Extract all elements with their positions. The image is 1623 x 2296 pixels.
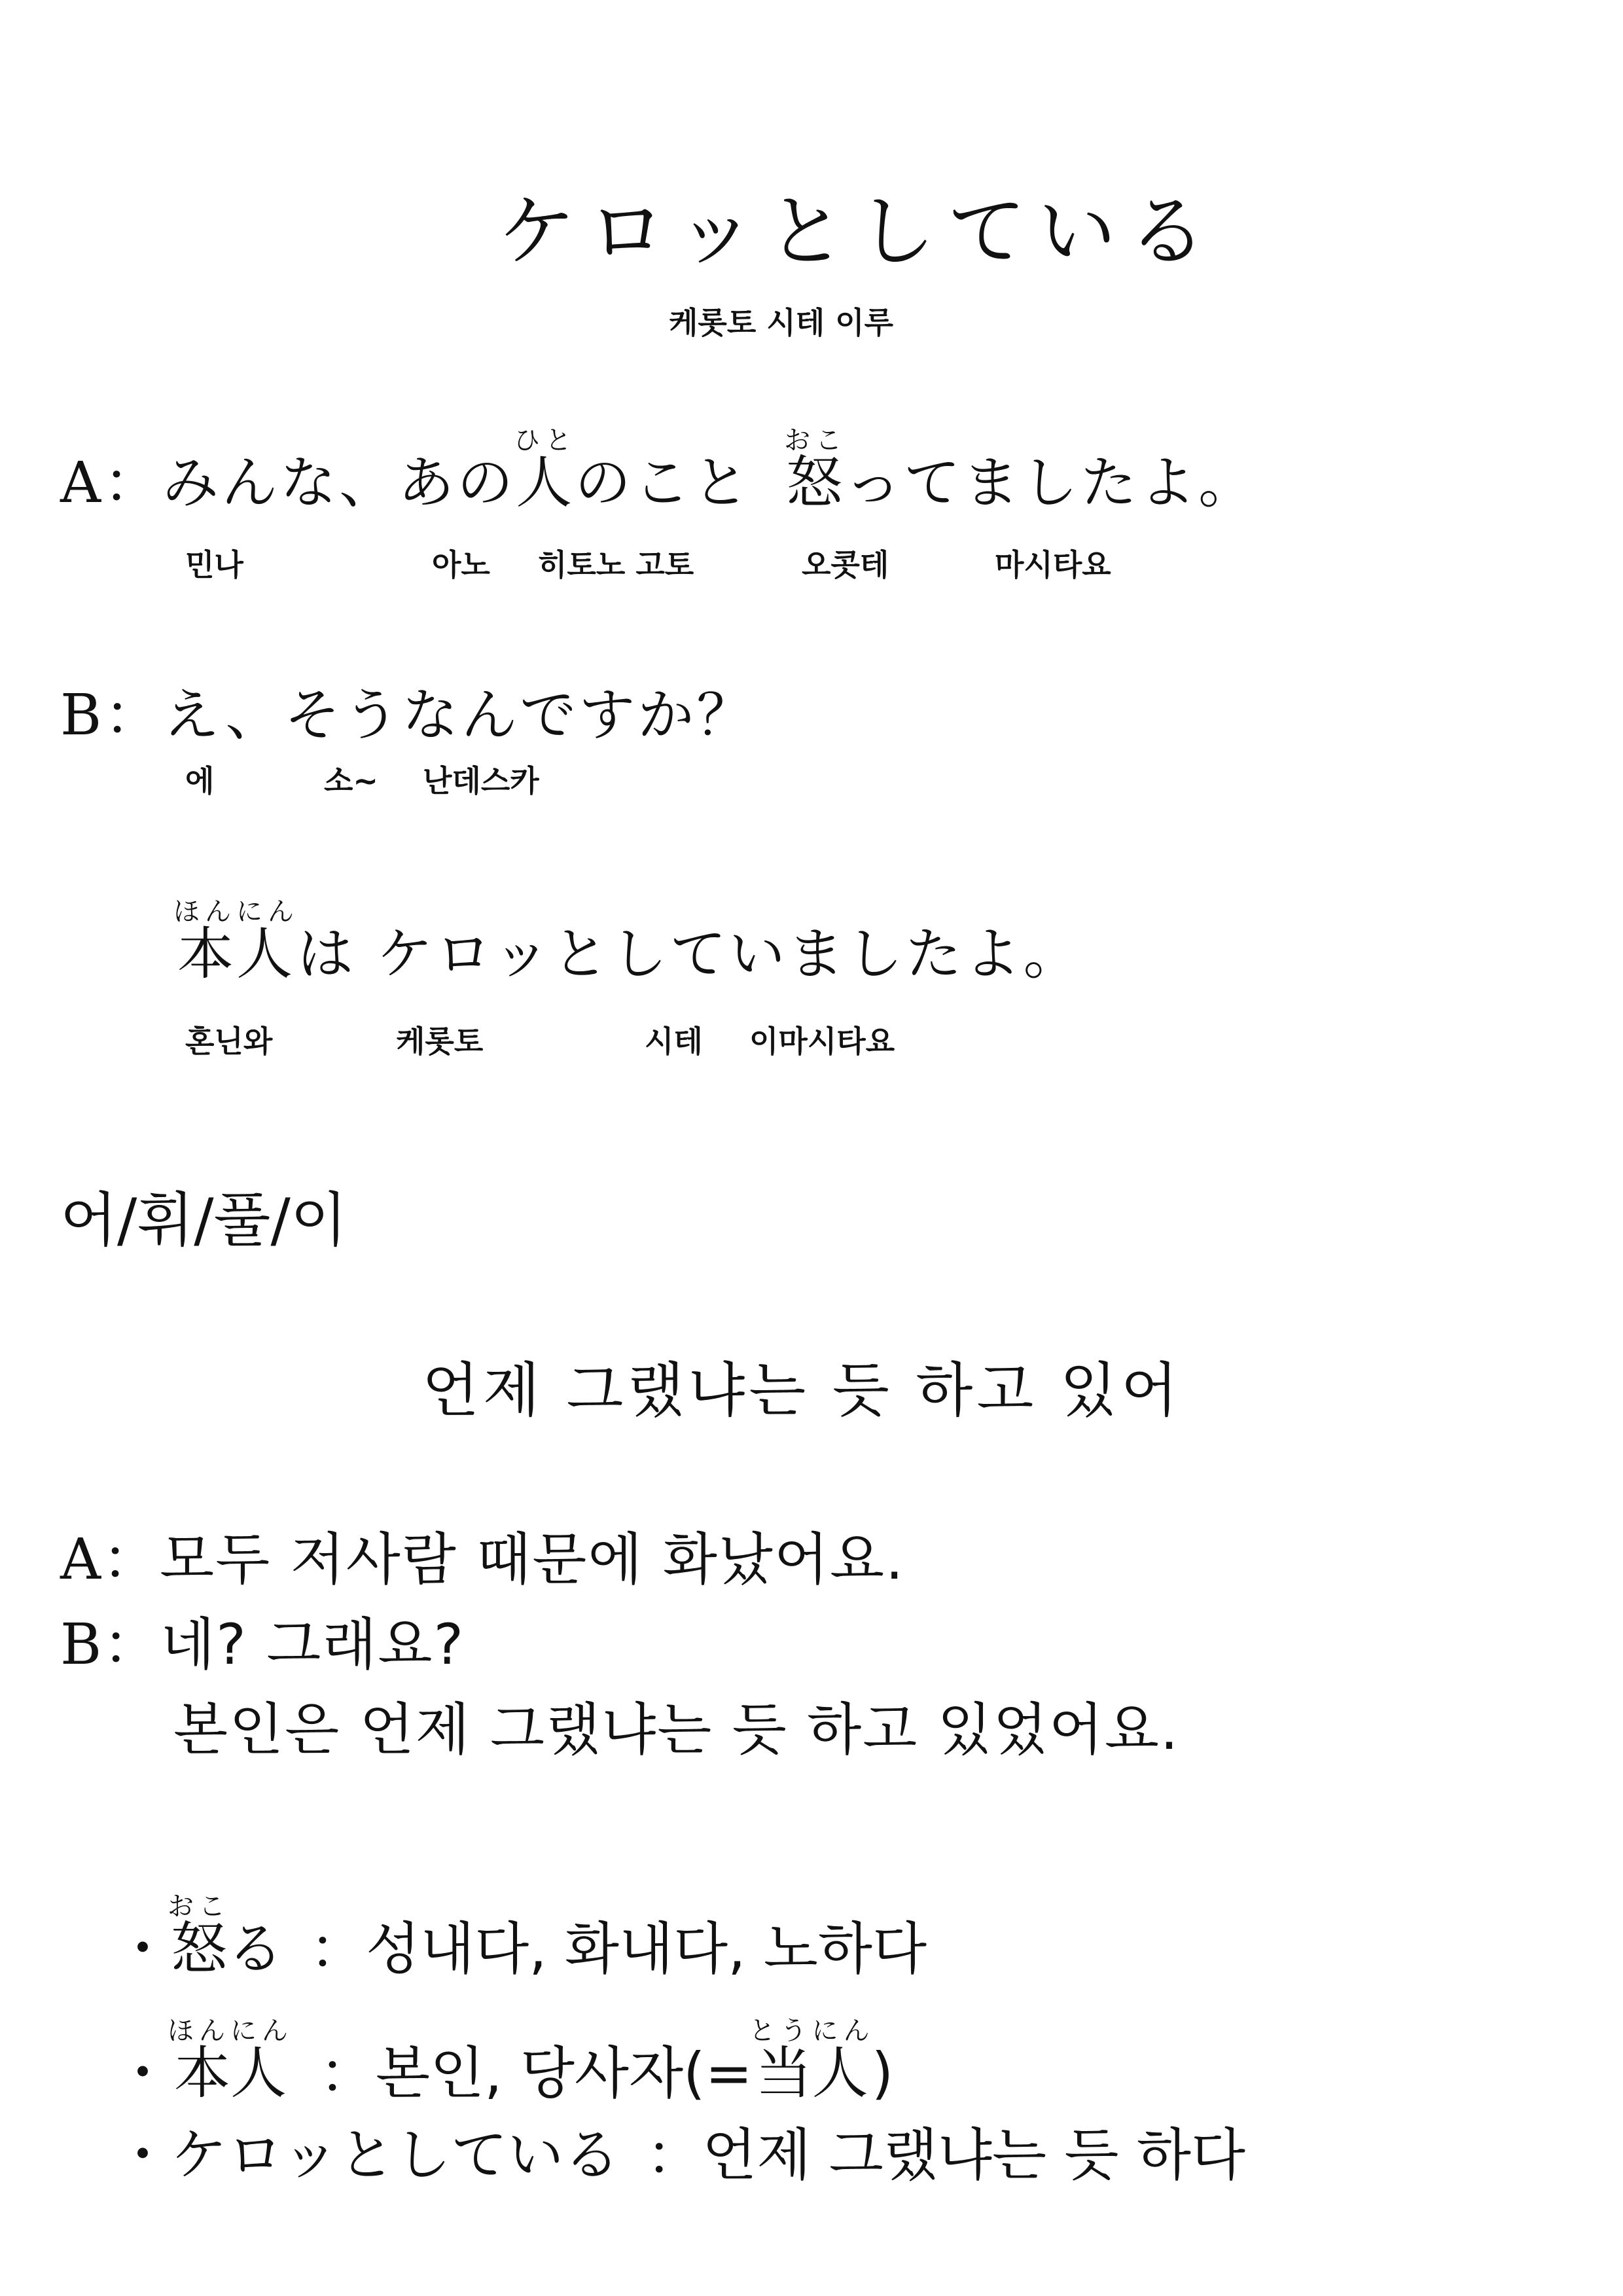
pron-b-2: 소~ xyxy=(324,763,378,798)
pron-a-4: 오콧테 xyxy=(802,547,889,583)
ruby-vocab-tounin: 当人とうにん xyxy=(749,2016,875,2106)
vocab-suffix: る xyxy=(227,1916,283,1982)
vocab-separator: ： xyxy=(646,2123,703,2188)
vocab-separator: ： xyxy=(310,1916,366,1982)
pron-a-3: 히토노 고토 xyxy=(538,547,694,583)
speaker-label-ko-b: B： xyxy=(60,1612,161,1677)
dialogue-ko-a-text: 모두 저사람 때문에 화났어요. xyxy=(160,1527,905,1592)
vocab-item-okoru xyxy=(115,1892,927,1982)
dialogue-jp-c xyxy=(173,897,1082,987)
pron-c-2: 케롯토 xyxy=(396,1024,484,1059)
dialogue-jp-a xyxy=(60,425,1258,516)
dialogue-jp-a-part3: ってましたよ。 xyxy=(845,450,1258,516)
pron-c-4: 이마시타요 xyxy=(749,1024,895,1059)
pron-a-1: 민나 xyxy=(185,547,243,583)
dialogue-ko-a xyxy=(60,1527,905,1592)
ruby-oko: 怒おこ xyxy=(784,425,847,516)
dialogue-jp-a-part1: みんな、あの xyxy=(162,450,516,516)
meaning-heading: 언제 그랬냐는 듯 하고 있어 xyxy=(422,1356,1182,1425)
pron-b-1: 에 xyxy=(185,763,215,798)
dialogue-ko-c: 본인은 언제 그랬냐는 듯 하고 있었어요. xyxy=(173,1697,1180,1763)
dialogue-ko-b xyxy=(60,1612,465,1677)
dialogue-jp-a-part2: のこと xyxy=(575,450,752,516)
pron-c-3: 시테 xyxy=(645,1024,703,1059)
title-pronunciation: 케롯토 시테 이루 xyxy=(669,305,894,340)
pron-a-2: 아노 xyxy=(432,547,490,583)
ruby-vocab-oko: 怒おこ xyxy=(168,1892,230,1982)
dialogue-jp-c-text: は ケロッとしていましたよ。 xyxy=(297,922,1082,987)
speaker-label-b: B： xyxy=(60,683,164,748)
vocab-meaning: 성내다, 화내다, 노하다 xyxy=(366,1916,927,1982)
speaker-label-a: A： xyxy=(60,450,163,516)
speaker-label-ko-a: A： xyxy=(60,1527,160,1592)
vocab-item-kerotto xyxy=(115,2123,1245,2188)
dialogue-ko-b-text: 네? 그래요? xyxy=(160,1612,465,1677)
vocab-meaning: 본인, 당사자(= xyxy=(376,2041,753,2106)
dialogue-jp-b xyxy=(60,683,756,748)
vocab-bullet: ・ xyxy=(115,2041,171,2106)
vocab-bullet: ・ xyxy=(115,2123,171,2188)
vocab-term: ケロッとしている xyxy=(171,2123,620,2188)
page-title: ケロッとしている xyxy=(497,187,1219,278)
vocab-meaning: 언제 그랬냐는 듯 하다 xyxy=(702,2123,1245,2188)
pron-c-1: 혼닌와 xyxy=(185,1024,273,1059)
vocab-item-honnin xyxy=(115,2016,894,2106)
ruby-vocab-honnin: 本人ほんにん xyxy=(168,2016,293,2106)
dialogue-jp-b-text: え、そうなんですか？ xyxy=(163,683,756,748)
ruby-honnin: 本人ほんにん xyxy=(173,897,299,987)
vocab-heading: 어/휘/풀/이 xyxy=(60,1186,348,1255)
vocab-bullet: ・ xyxy=(115,1916,171,1982)
vocab-separator: ： xyxy=(319,2041,376,2106)
pron-a-5: 마시타요 xyxy=(995,547,1111,583)
ruby-hito: 人ひと xyxy=(514,425,577,516)
vocab-close-paren: ) xyxy=(871,2041,894,2106)
pron-b-3: 난데스카 xyxy=(423,763,539,798)
